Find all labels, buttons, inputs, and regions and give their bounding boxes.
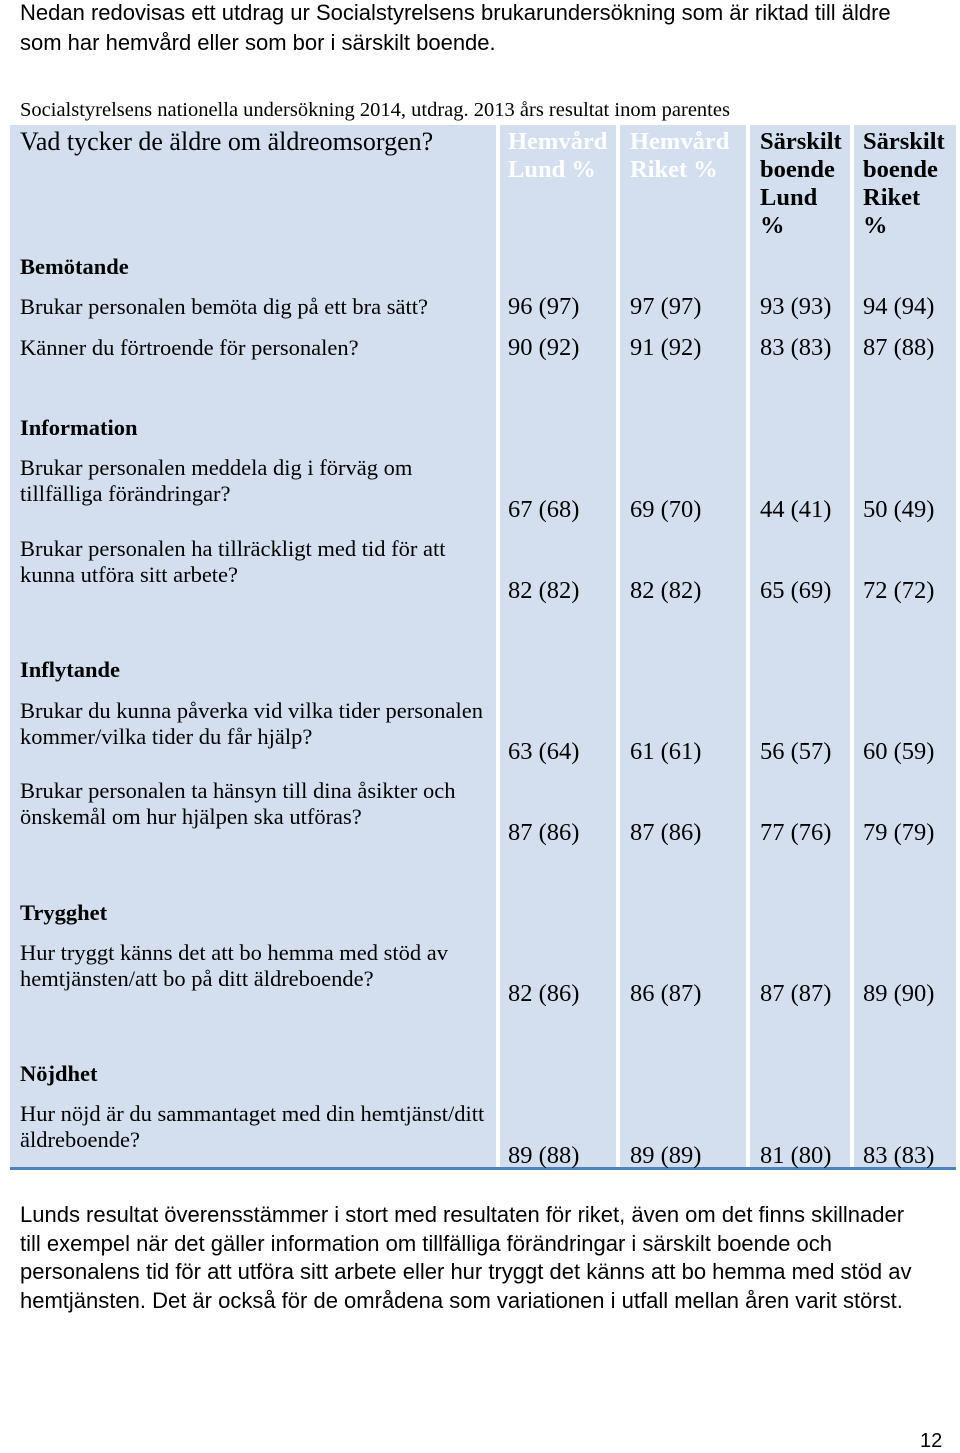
value-sarskilt-boende-lund: 44 (41) (760, 496, 832, 523)
intro-paragraph (20, 0, 891, 58)
column-header-hemvard-lund (508, 128, 607, 184)
value-sarskilt-boende-riket: 94 (94) (863, 293, 935, 320)
column-header-line: boende (760, 156, 835, 183)
conclusion-line: hemtjänsten. Det är också för de områdena som variationen i utfall mellan åren varit störst. (20, 1287, 903, 1313)
column-header-sarskilt-boende-riket (863, 128, 945, 240)
conclusion-line: Lunds resultat överensstämmer i stort med resultaten för riket, även om det finns skillnader (20, 1202, 905, 1227)
table-row (0, 455, 960, 524)
value-hemvard-lund: 82 (86) (508, 980, 580, 1007)
row-question-line: Hur tryggt känns det att bo hemma med stöd av (20, 940, 449, 965)
table-row (0, 536, 960, 605)
column-header-line: Riket % (630, 156, 718, 183)
value-hemvard-riket: 61 (61) (630, 738, 702, 765)
row-values (0, 1142, 960, 1170)
value-hemvard-riket: 86 (87) (630, 980, 702, 1007)
section-title: Information (20, 415, 138, 440)
value-sarskilt-boende-riket: 60 (59) (863, 738, 935, 765)
column-header-line: Lund % (508, 156, 596, 183)
value-sarskilt-boende-lund: 83 (83) (760, 334, 832, 361)
value-hemvard-lund: 67 (68) (508, 496, 580, 523)
row-question-line: Brukar personalen bemöta dig på ett bra sätt? (20, 294, 428, 319)
column-header-line: Lund (760, 184, 818, 211)
row-question-line: Känner du förtroende för personalen? (20, 335, 359, 360)
value-sarskilt-boende-riket: 87 (88) (863, 334, 935, 361)
column-header-line: % (760, 212, 785, 239)
row-question-line: hemtjänsten/att bo på ditt äldreboende? (20, 965, 374, 991)
row-question-line: Brukar personalen meddela dig i förväg om (20, 455, 413, 480)
value-hemvard-riket: 91 (92) (630, 334, 702, 361)
intro-line: som har hemvård eller som bor i särskilt boende. (20, 30, 496, 55)
row-question-line: Hur nöjd är du sammantaget med din hemtjänst/ditt (20, 1101, 485, 1126)
value-hemvard-lund: 87 (86) (508, 819, 580, 846)
section-title: Bemötande (20, 254, 129, 279)
value-hemvard-riket: 97 (97) (630, 293, 702, 320)
intro-line: Nedan redovisas ett utdrag ur Socialstyrelsens brukarundersökning som är riktad till äldre (20, 0, 891, 25)
value-hemvard-lund: 89 (88) (508, 1142, 580, 1169)
source-note: Socialstyrelsens nationella undersökning 2014, utdrag. 2013 års resultat inom parentes (20, 99, 730, 121)
row-values (0, 738, 960, 766)
column-background-sarskilt-boende-riket (854, 125, 956, 1167)
value-sarskilt-boende-lund: 65 (69) (760, 577, 832, 604)
row-values (0, 293, 960, 321)
column-background-hemvard-lund (500, 125, 616, 1167)
value-hemvard-riket: 87 (86) (630, 819, 702, 846)
column-header-line: Särskilt (863, 128, 945, 155)
value-sarskilt-boende-lund: 77 (76) (760, 819, 832, 846)
value-hemvard-riket: 82 (82) (630, 577, 702, 604)
row-values (0, 496, 960, 524)
table-row (0, 698, 960, 766)
value-sarskilt-boende-lund: 93 (93) (760, 293, 832, 320)
row-question-line: Brukar personalen ha tillräckligt med tid för att (20, 536, 446, 561)
value-sarskilt-boende-riket: 89 (90) (863, 980, 935, 1007)
value-sarskilt-boende-lund: 56 (57) (760, 738, 832, 765)
row-values (0, 980, 960, 1008)
table-row (0, 778, 960, 847)
row-question-line: kunna utföra sitt arbete? (20, 561, 239, 587)
value-hemvard-riket: 89 (89) (630, 1142, 702, 1169)
column-header-line: Särskilt (760, 128, 842, 155)
column-header-sarskilt-boende-lund (760, 128, 842, 240)
value-sarskilt-boende-riket: 72 (72) (863, 577, 935, 604)
value-sarskilt-boende-riket: 79 (79) (863, 819, 935, 846)
value-sarskilt-boende-lund: 87 (87) (760, 980, 832, 1007)
value-hemvard-lund: 82 (82) (508, 577, 580, 604)
column-background-sarskilt-boende-lund (750, 125, 850, 1167)
conclusion-line: till exempel när det gäller information om tillfälliga förändringar i särskilt boende och (20, 1230, 832, 1256)
value-sarskilt-boende-lund: 81 (80) (760, 1142, 832, 1169)
table-row (0, 940, 960, 1008)
value-hemvard-lund: 63 (64) (508, 738, 580, 765)
row-question-line: äldreboende? (20, 1126, 140, 1152)
row-question-line: Brukar du kunna påverka vid vilka tider personalen (20, 698, 483, 723)
value-hemvard-riket: 69 (70) (630, 496, 702, 523)
section-title: Trygghet (20, 900, 108, 925)
table-row (0, 294, 960, 322)
column-header-line: boende (863, 156, 938, 183)
row-values (0, 577, 960, 605)
row-question-line: tillfälliga förändringar? (20, 480, 231, 506)
conclusion-paragraph (20, 1201, 911, 1315)
column-background-hemvard-riket (620, 125, 746, 1167)
value-sarskilt-boende-riket: 83 (83) (863, 1142, 935, 1169)
conclusion-line: personalens tid för att utföra sitt arbete eller hur tryggt det känns att bo hemma med stöd av (20, 1259, 912, 1284)
table-row (0, 1101, 960, 1167)
page-number: 12 (920, 1430, 943, 1452)
table-row (0, 335, 960, 363)
row-question-line: kommer/vilka tider du får hjälp? (20, 723, 313, 749)
row-values (0, 334, 960, 362)
value-hemvard-lund: 90 (92) (508, 334, 580, 361)
row-question-line: önskemål om hur hjälpen ska utföras? (20, 803, 362, 829)
row-values (0, 819, 960, 847)
column-header-hemvard-riket (630, 128, 729, 184)
column-background-question (10, 125, 496, 1167)
row-question-line: Brukar personalen ta hänsyn till dina åsikter och (20, 778, 456, 803)
value-sarskilt-boende-riket: 50 (49) (863, 496, 935, 523)
column-header-line: Hemvård (630, 128, 730, 155)
value-hemvard-lund: 96 (97) (508, 293, 580, 320)
column-header-line: Riket (863, 184, 921, 211)
column-header-line: Hemvård (508, 128, 608, 155)
column-header-line: % (863, 212, 888, 239)
section-title: Inflytande (20, 657, 121, 682)
section-title: Nöjdhet (20, 1061, 98, 1086)
table-question-header: Vad tycker de äldre om äldreomsorgen? (20, 127, 434, 156)
